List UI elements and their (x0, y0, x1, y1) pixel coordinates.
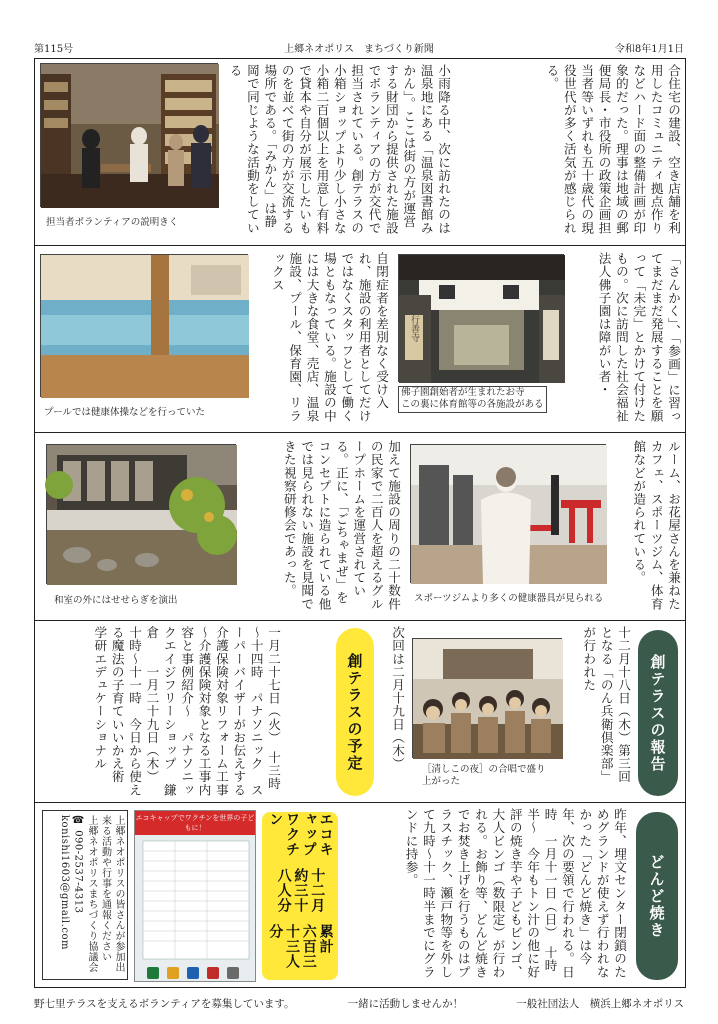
temple-caption-line1: 佛子園創始者が生まれたお寺 (401, 387, 525, 398)
singing-photo-caption (422, 764, 546, 789)
singing-caption-line1: ［清しこの夜］の合唱で盛り (422, 764, 546, 775)
article-inclusion: 自閉症者を差別なく受け入れ、施設の利用者としてだけではなくスタッフとして働く場ともなっている。施設の中には大きな食堂、売店、温泉施設、プール、保育園、リラックス (269, 252, 389, 423)
schedule-badge: 創テラスの予定 (336, 628, 374, 796)
article-onsen-library: 小雨降る中、次に訪れたのは温泉地にある「温泉図書館みかん」。ここは街の方が運営する財団から提供された施設でボランティアの方が交代で担当されている。創テラスの小箱ショップより少し小さな小箱二百個以上を用意し有料で貸本や自分が展示したいものを並べて街の方が交流する場所である。「みかん」は静岡で同じような活動をしている (227, 64, 451, 235)
phone-icon: ☎ (72, 815, 84, 827)
pool-photo-caption: プールでは健康体操などを行っていた (44, 407, 206, 418)
ecocap-month: 十二月 約三十八人分 (275, 868, 326, 928)
contact-info (47, 815, 125, 977)
garden-photo-caption: 和室の外にはせせらぎを演出 (54, 595, 178, 606)
library-photo (40, 63, 218, 207)
gym-photo-caption: スポーツジムより多くの健康器具が見られる (414, 593, 604, 604)
report-text: 十二月十八日（木）第三回となる「のん兵衛倶楽部」が行われた (581, 626, 631, 784)
newspaper-title: 上郷ネオポリス まちづくり新聞 (284, 43, 434, 55)
contact-text: 上郷ネオポリスの皆さんが参加出来る活動や行事を通報ください 上郷ネオポリスまちづくり協議会 (86, 815, 124, 973)
singing-photo (412, 638, 562, 758)
issue-date: 令和8年1月1日 (614, 43, 684, 55)
issue-number: 第115号 (34, 43, 74, 55)
ecocap-card-title: エコキャップでワクチンを世界の子どもに！ (135, 811, 255, 835)
temple-photo (398, 254, 564, 382)
singing-caption-line2: 上がった (422, 776, 461, 788)
footer-invite: 一緒に活動しませんか！ (347, 998, 464, 1010)
temple-photo-caption (398, 386, 547, 413)
page-header (34, 36, 684, 58)
pool-photo (40, 254, 248, 397)
temple-sign: 行善寺 (409, 315, 419, 342)
article-facilities: ルーム、お花屋さんを兼ねたカフェ、スポーツジム、体育館などが造られている。 (631, 440, 681, 611)
page-footer (34, 996, 684, 1011)
dondo-text: 昨年、埋文センター閉鎖のためグランドが使えず行われなかった「どんど焼き」は今年、次の要領で行われる。日時 一月十一日（日） 十時半～ 今年もトン汁の他に好評の焼き芋や子どもビンゴ、大人ビンゴ（数限定）が行われる。お飾り等、どんど焼きでお焚き上げを行うものはプラスチック、瀬戸物等を外して九時～十一時半までにグランドに持参。 (403, 808, 627, 979)
report-badge: 創テラスの報告 (638, 630, 678, 796)
dondo-badge: どんど焼き (636, 812, 678, 980)
row-divider-2 (34, 432, 686, 433)
ecocap-badge (262, 812, 338, 980)
garden-photo (46, 444, 236, 584)
contact-email: konishi1603@gmail.com (59, 815, 70, 950)
library-photo-caption: 担当者ボランティアの説明きく (46, 217, 179, 228)
article-hard-development: 合住宅の建設、空き店舗を利用したコミュニティ拠点作りなどハード面の整備計画が印象的だった。理事は地域の郵便局長・市役所の政策企画担当者等いずれも五十歳代の現役世代が多く活気が感じられる。 (544, 64, 681, 235)
temple-caption-line2: この裏に体育館等の各施設がある (401, 399, 544, 411)
row-divider-4 (34, 802, 686, 803)
ecocap-title: エコキャップワクチン (267, 812, 334, 857)
row-divider-3 (34, 620, 686, 621)
ecocap-total: 累計 六百三十三人分 (267, 924, 334, 969)
gym-photo (410, 444, 606, 583)
schedule-text: 一月二十七日（火） 十三時～十四時 パナソニック スーパーバイザーがお伝えする介護保険対象リフォーム工事 ～介護保険対象となる工事内容と事例紹介～ パナソニックエイジフリーショップ 鎌倉 一月二十九日（木） 十時～十一時 今日から使える魔法の子育ていいかえ術 学研エデュケーショナル (92, 626, 281, 810)
next-session-text: 次回は二月十九日（木） (390, 626, 405, 771)
row-divider-1 (34, 245, 686, 246)
footer-volunteer: 野七里テラスを支えるボランティアを募集しています。 (34, 998, 295, 1010)
article-bussien: 「さんかく」、「参画」に習ってまだまだ発展することを願って「未完」とかけて付けたもの。次に訪問した社会福祉法人佛子園は障がい者・ (596, 252, 681, 423)
contact-box (42, 810, 128, 980)
footer-organization: 一般社団法人 横浜上郷ネオポリス (516, 998, 684, 1010)
ecocap-card (134, 810, 256, 982)
contact-phone: 090-2537-4313 (72, 830, 84, 914)
article-group-home: 加えて施設の周りの二十数件の民家で二百人を超えるグループホームを運営されている。正に、「ごちゃまぜ」をコンセプトに造られている他では見られない施設を見聞できた視察研修会であった。 (281, 440, 401, 611)
